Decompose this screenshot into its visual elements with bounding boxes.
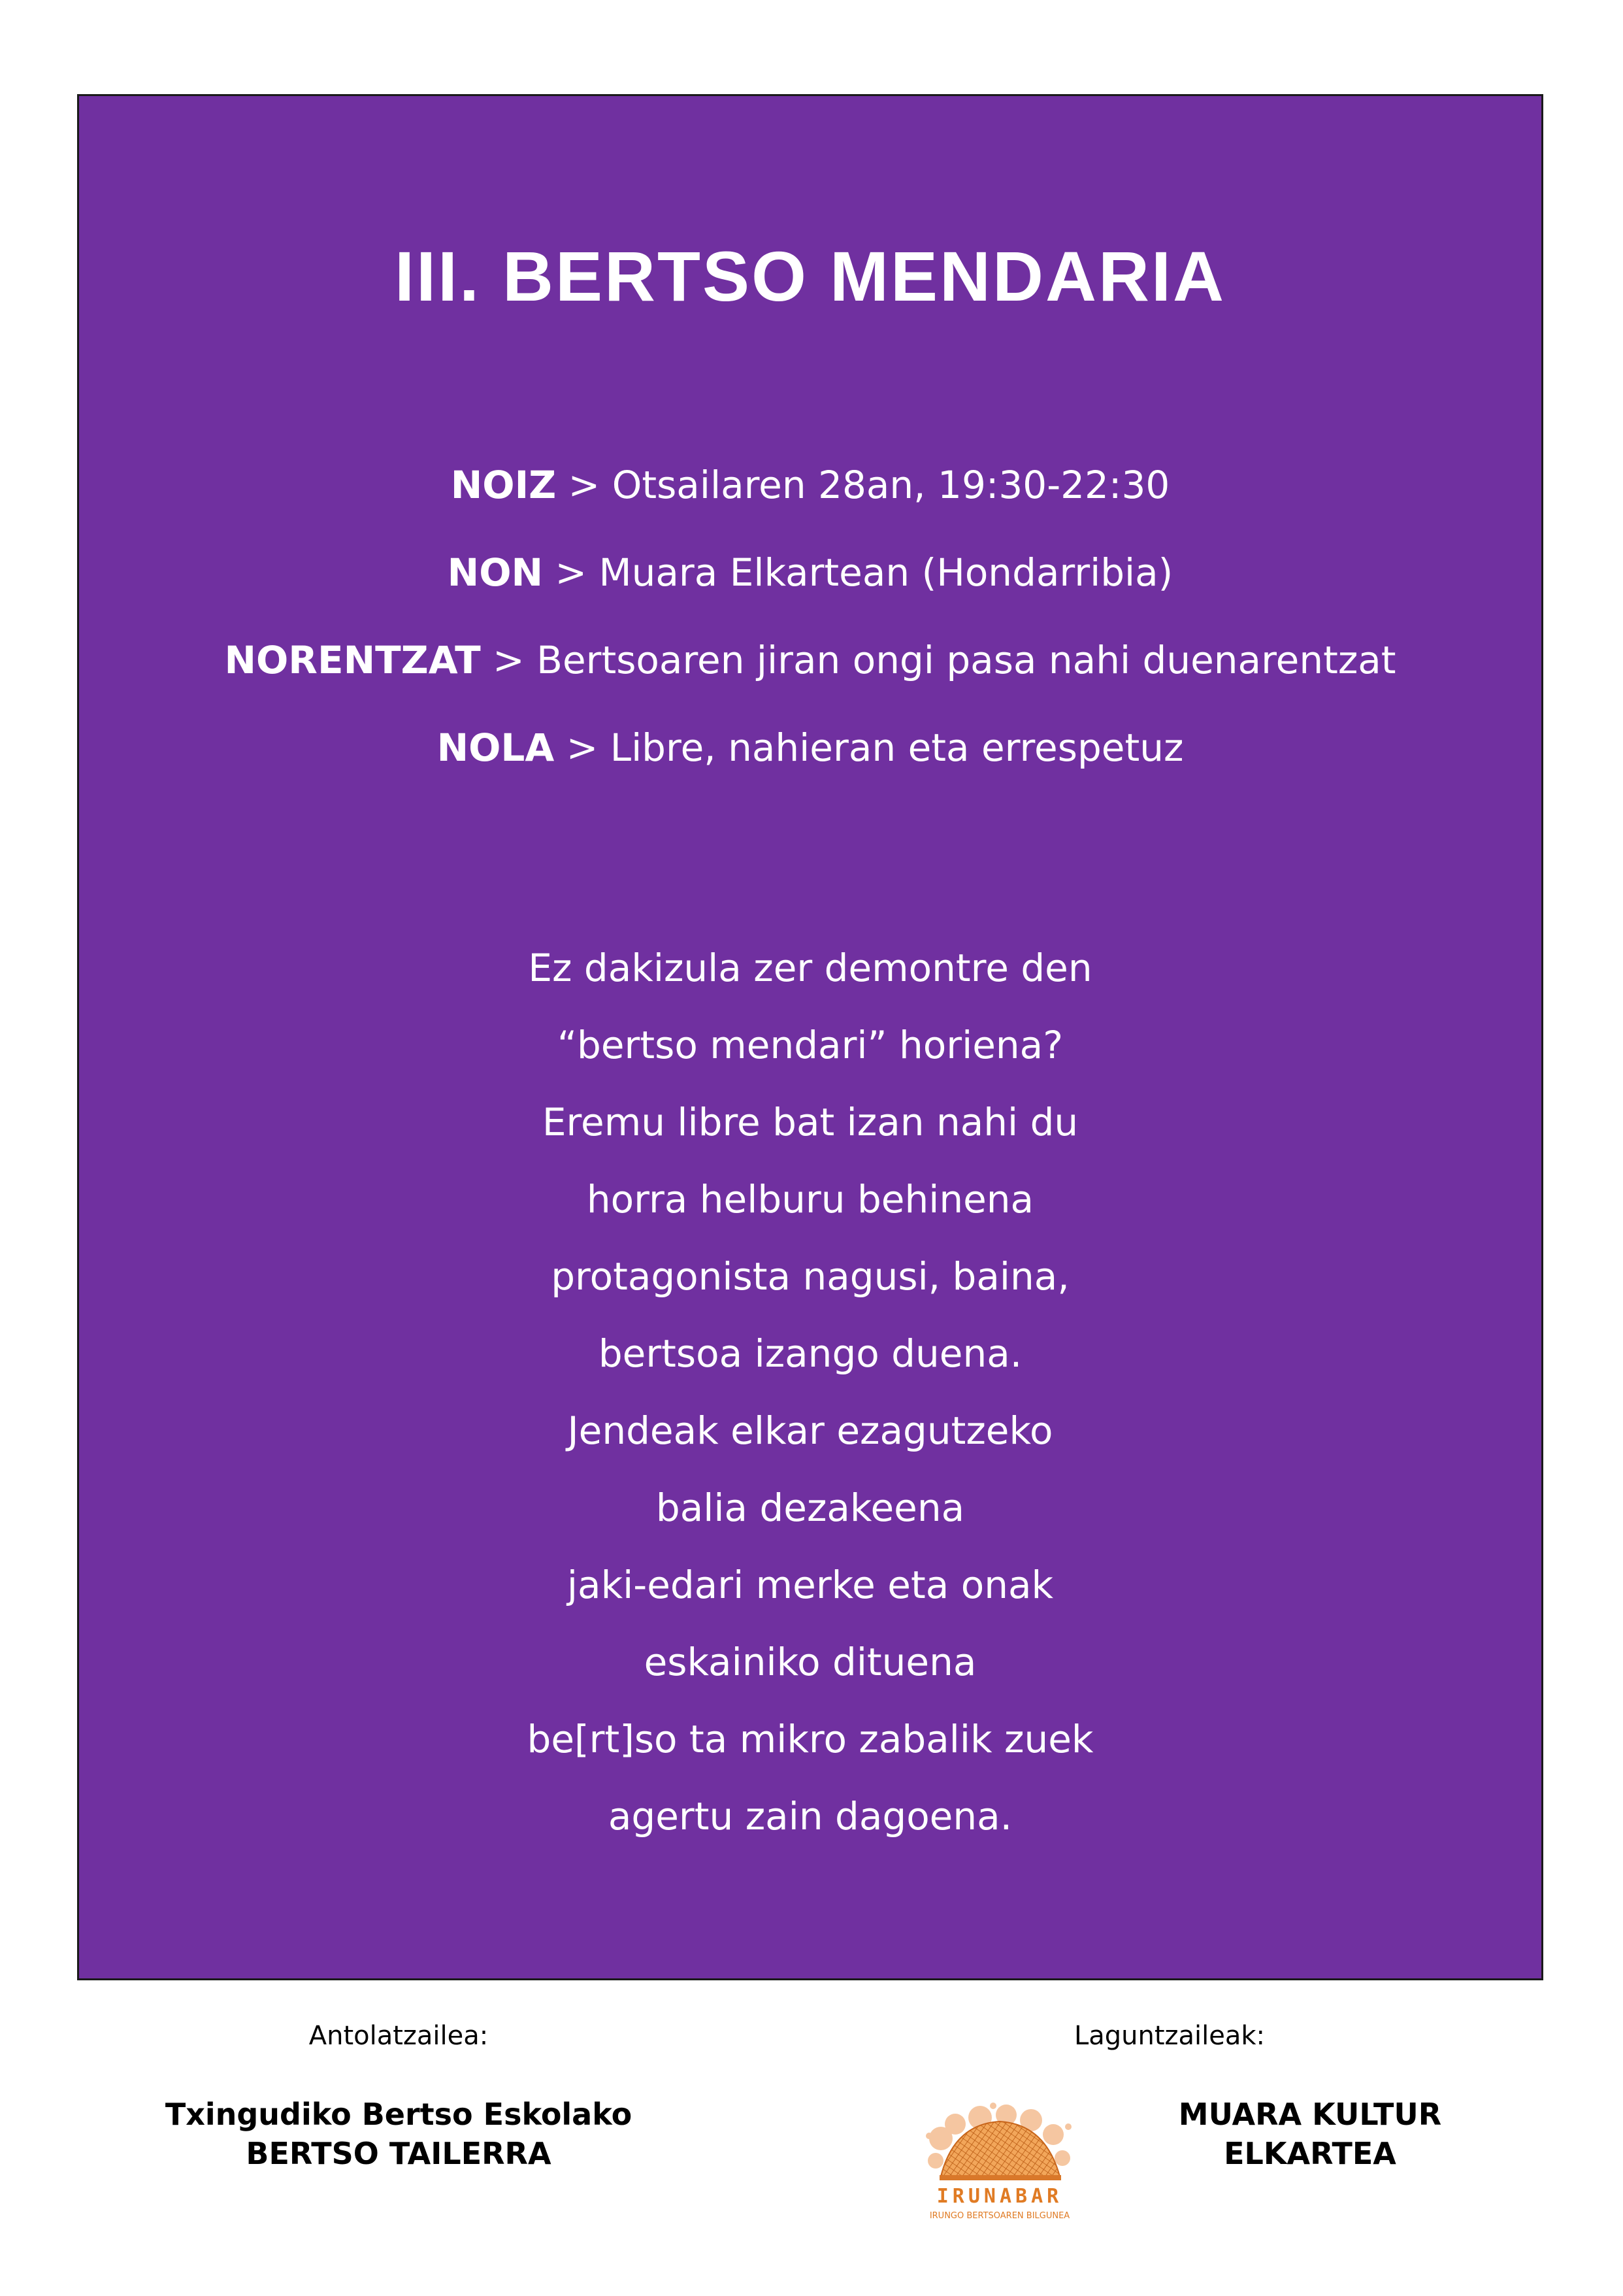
info-key-where: NON: [447, 550, 544, 595]
verse-line: balia dezakeena: [655, 1486, 965, 1530]
sponsor-muara-line2: ELKARTEA: [1224, 2136, 1396, 2171]
irunabar-logo-name: IRUNABAR: [936, 2185, 1063, 2208]
info-value-how: > Libre, nahieran eta errespetuz: [554, 725, 1184, 770]
verse-line: Jendeak elkar ezagutzeko: [567, 1408, 1053, 1453]
footer: [0, 1980, 1623, 2296]
poster-title: III. BERTSO MENDARIA: [394, 237, 1226, 316]
verse-line: eskainiko dituena: [644, 1640, 977, 1684]
sponsor-muara-line1: MUARA KULTUR: [1178, 2097, 1442, 2132]
info-key-how: NOLA: [436, 725, 555, 770]
verse-line: jaki-edari merke eta onak: [566, 1563, 1054, 1607]
info-line-when: [79, 463, 1541, 507]
sponsors-label: Laguntzaileak:: [1074, 2021, 1266, 2051]
info-value-where: > Muara Elkartean (Hondarribia): [543, 550, 1173, 595]
info-key-when: NOIZ: [450, 463, 557, 507]
info-key-for-whom: NORENTZAT: [224, 638, 481, 682]
verse-line: protagonista nagusi, baina,: [551, 1254, 1070, 1299]
verse-line: Ez dakizula zer demontre den: [528, 946, 1092, 990]
verse-line: “bertso mendari” horiena?: [557, 1023, 1063, 1067]
verse: [79, 929, 1541, 1855]
verse-line: bertsoa izango duena.: [598, 1331, 1023, 1376]
info-line-for-whom: [79, 638, 1541, 682]
sponsor-muara-name: [1124, 2095, 1496, 2173]
event-poster: [77, 94, 1543, 1980]
irunabar-logo-tagline: IRUNGO BERTSOAREN BILGUNEA: [929, 2211, 1070, 2221]
irunabar-logo-icon: [915, 2098, 1085, 2229]
info-line-where: [79, 550, 1541, 595]
verse-line: be[rt]so ta mikro zabalik zuek: [527, 1717, 1094, 1761]
organizer-name-line2: BERTSO TAILERRA: [246, 2136, 551, 2171]
info-value-when: > Otsailaren 28an, 19:30-22:30: [556, 463, 1170, 507]
organizer-label: Antolatzailea:: [308, 2021, 489, 2051]
verse-line: agertu zain dagoena.: [608, 1794, 1013, 1838]
info-value-for-whom: > Bertsoaren jiran ongi pasa nahi duenarentzat: [480, 638, 1396, 682]
verse-line: horra helburu behinena: [586, 1177, 1034, 1222]
verse-line: Eremu libre bat izan nahi du: [542, 1100, 1079, 1144]
organizer-name: [134, 2095, 663, 2173]
organizer-name-line1: Txingudiko Bertso Eskolako: [165, 2097, 632, 2132]
info-line-how: [79, 725, 1541, 770]
